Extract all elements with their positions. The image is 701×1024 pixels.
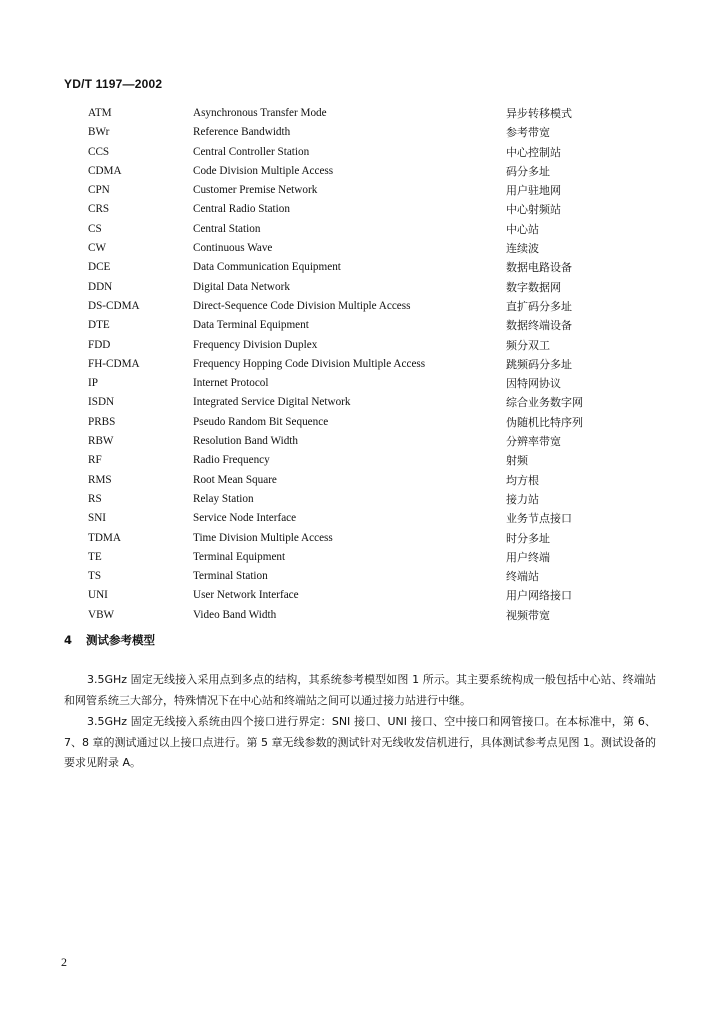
chinese-term: 异步转移模式 [506,107,572,120]
abbreviation-row [0,393,701,412]
english-term: Direct-Sequence Code Division Multiple Access [193,299,411,312]
abbreviation: BWr [88,126,110,139]
abbreviation-row [0,336,701,355]
chinese-term: 频分双工 [506,338,550,352]
abbreviation: FDD [88,338,111,351]
chinese-term: 中心控制站 [506,145,561,159]
abbreviation: CCS [88,145,110,158]
abbreviation: DDN [88,280,113,293]
abbreviation-row [0,200,701,219]
english-term: Frequency Hopping Code Division Multiple Access [193,357,426,370]
abbreviation: CS [88,222,102,235]
abbreviation: UNI [88,589,108,602]
english-term: Video Band Width [193,608,277,621]
chinese-term: 直扩码分多址 [506,299,572,313]
abbreviation-row [0,162,701,181]
abbreviation-row [0,548,701,567]
chinese-term: 射频 [506,454,528,468]
english-term: Central Controller Station [193,145,310,158]
abbreviation: DS-CDMA [88,299,140,312]
chinese-term: 参考带宽 [506,126,550,140]
chinese-term: 视频带宽 [506,608,550,622]
english-term: Code Division Multiple Access [193,164,334,177]
english-term: Resolution Band Width [193,435,299,448]
abbreviation: CRS [88,203,110,216]
abbreviation-row [0,471,701,490]
english-term: Terminal Equipment [193,550,286,563]
standard-code-header: YD/T 1197—2002 [64,77,163,91]
abbreviation-row [0,490,701,509]
chinese-term: 用户驻地网 [506,184,561,198]
chinese-term: 接力站 [506,492,539,506]
chinese-term: 用户网络接口 [506,589,572,603]
abbreviation: DTE [88,319,110,332]
abbreviation: RBW [88,435,114,448]
abbreviation: IP [88,377,98,390]
chinese-term: 均方根 [506,473,539,487]
abbreviation: TE [88,550,102,563]
abbreviation: PRBS [88,415,116,428]
english-term: Data Terminal Equipment [193,319,309,332]
chinese-term: 连续波 [506,242,539,256]
abbreviation: ISDN [88,396,115,409]
abbreviation-row [0,123,701,142]
chinese-term: 跳频码分多址 [506,357,572,371]
english-term: Customer Premise Network [193,184,318,197]
abbreviation-row [0,239,701,258]
english-term: Frequency Division Duplex [193,338,318,351]
chinese-term: 中心站 [506,222,539,236]
abbreviation: CW [88,242,107,255]
chinese-term: 分辨率带宽 [506,435,561,449]
section-title: 测试参考模型 [86,633,156,647]
chinese-term: 综合业务数字网 [506,396,583,410]
section-heading [64,632,155,648]
abbreviation: CPN [88,184,110,197]
chinese-term: 码分多址 [506,164,550,178]
abbreviation-row [0,220,701,239]
abbreviation-row [0,451,701,470]
chinese-term: 时分多址 [506,531,550,545]
abbreviation-row [0,355,701,374]
abbreviation-row [0,374,701,393]
abbreviation-row [0,143,701,162]
abbreviation-row [0,509,701,528]
chinese-term: 数据终端设备 [506,319,572,333]
abbreviation: SNI [88,512,107,525]
abbreviation-row [0,258,701,277]
abbreviation: RMS [88,473,112,486]
english-term: Asynchronous Transfer Mode [193,107,327,119]
section-number: 4 [64,633,73,647]
english-term: Time Division Multiple Access [193,531,333,544]
abbreviation-row [0,278,701,297]
chinese-term: 因特网协议 [506,377,561,391]
english-term: Internet Protocol [193,377,269,390]
english-term: User Network Interface [193,589,299,602]
paragraph: 3.5GHz 固定无线接入系统由四个接口进行界定：SNI 接口、UNI 接口、空中接口和网管接口。在本标准中，第 6、7、8 章的测试通过以上接口点进行。第 5 章无线参数的测试针对无线收发信机进行，具体测试参考点见图 1。测试设备的要求见附录 A。 [64,715,656,769]
abbreviation: TDMA [88,531,121,544]
english-term: Reference Bandwidth [193,126,291,139]
abbreviation: TS [88,570,102,583]
english-term: Service Node Interface [193,512,297,525]
english-term: Integrated Service Digital Network [193,396,351,409]
abbreviation: RF [88,454,102,467]
english-term: Relay Station [193,492,254,505]
abbreviation: CDMA [88,164,122,177]
english-term: Radio Frequency [193,454,270,467]
abbreviation: DCE [88,261,111,274]
abbreviation-row [0,432,701,451]
abbreviation: ATM [88,107,112,119]
english-term: Continuous Wave [193,242,273,255]
abbreviation: FH-CDMA [88,357,140,370]
english-term: Central Radio Station [193,203,290,216]
abbreviation-row [0,413,701,432]
abbreviation-row [0,606,701,625]
abbreviation: VBW [88,608,115,621]
english-term: Pseudo Random Bit Sequence [193,415,329,428]
abbreviation-row [0,586,701,605]
chinese-term: 数字数据网 [506,280,561,294]
abbreviation-table [0,104,701,625]
chinese-term: 业务节点接口 [506,512,572,526]
chinese-term: 用户终端 [506,550,550,564]
paragraph: 3.5GHz 固定无线接入采用点到多点的结构，其系统参考模型如图 1 所示。其主要系统构成一般包括中心站、终端站和网管系统三大部分，特殊情况下在中心站和终端站之间可以通过接力站进行中继。 [64,673,656,707]
chinese-term: 中心射频站 [506,203,561,217]
abbreviation-row [0,297,701,316]
page-number: 2 [61,955,67,969]
english-term: Root Mean Square [193,473,277,486]
english-term: Data Communication Equipment [193,261,341,274]
english-term: Digital Data Network [193,280,290,293]
chinese-term: 终端站 [506,570,539,584]
chinese-term: 数据电路设备 [506,261,572,275]
abbreviation-row [0,529,701,548]
abbreviation-row [0,181,701,200]
english-term: Terminal Station [193,570,268,583]
english-term: Central Station [193,222,261,235]
abbreviation: RS [88,492,102,505]
chinese-term: 伪随机比特序列 [506,415,583,429]
abbreviation-row [0,104,701,123]
abbreviation-row [0,316,701,335]
abbreviation-row [0,567,701,586]
